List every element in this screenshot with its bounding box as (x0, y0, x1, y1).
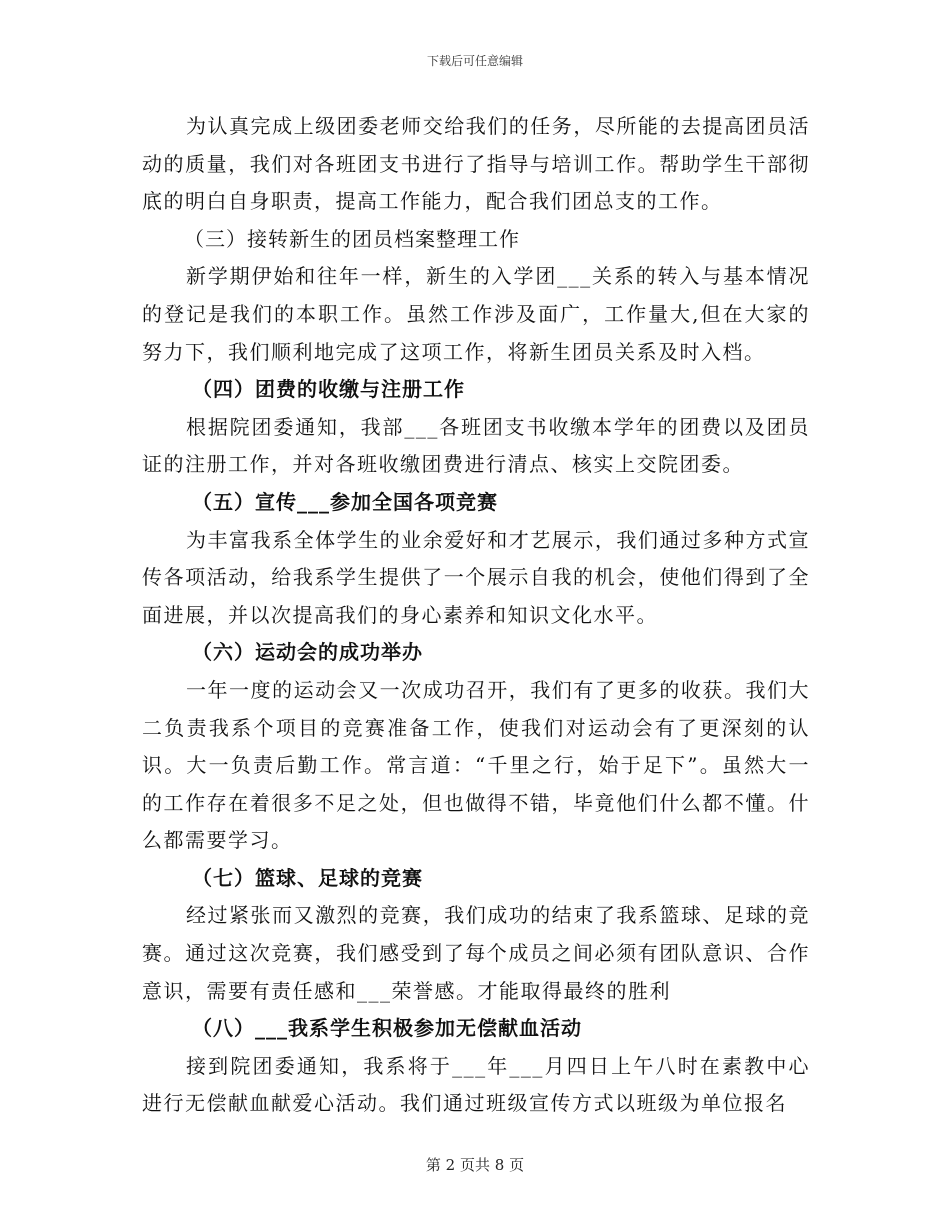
section-heading-5: （五）宣传___参加全国各项竞赛 (192, 489, 498, 514)
section-heading-3: （三）接转新生的团员档案整理工作 (184, 226, 520, 251)
section-heading-7: （七）篮球、足球的竞赛 (192, 865, 423, 890)
section-heading-4: （四）团费的收缴与注册工作 (192, 377, 465, 402)
paragraph-ball-games: 经过紧张而又激烈的竞赛，我们成功的结束了我系篮球、足球的竞赛。通过这次竞赛，我们感受到了每个成员之间必须有团队意识、合作意识，需要有责任感和___荣誉感。才能取得最终的胜利 (142, 903, 810, 1003)
paragraph-new-students: 新学期伊始和往年一样，新生的入学团___关系的转入与基本情况的登记是我们的本职工作。虽然工作涉及面广，工作量大,但在大家的努力下，我们顺利地完成了这项工作，将新生团员关系及时入档。 (142, 264, 810, 364)
paragraph-sports-meet: 一年一度的运动会又一次成功召开，我们有了更多的收获。我们大二负责我系个项目的竞赛准备工作，使我们对运动会有了更深刻的认识。大一负责后勤工作。常言道：“千里之行，始于足下”。虽然大一的工作存在着很多不足之处，但也做得不错，毕竟他们什么都不懂。什么都需要学习。 (142, 677, 810, 853)
section-heading-8: （八）___我系学生积极参加无偿献血活动 (192, 1016, 582, 1041)
document-body (142, 108, 810, 1123)
page-header: 下载后可任意编辑 (426, 54, 523, 68)
page-number: 第 2 页共 8 页 (425, 1156, 525, 1174)
paragraph-training: 为认真完成上级团委老师交给我们的任务，尽所能的去提高团员活动的质量，我们对各班团支书进行了指导与培训工作。帮助学生干部彻底的明白自身职责，提高工作能力，配合我们团总支的工作。 (142, 114, 810, 214)
paragraph-blood-donation: 接到院团委通知，我系将于___年___月四日上午八时在素教中心进行无偿献血献爱心活动。我们通过班级宣传方式以班级为单位报名 (142, 1053, 810, 1116)
paragraph-fees: 根据院团委通知，我部___各班团支书收缴本学年的团费以及团员证的注册工作，并对各班收缴团费进行清点、核实上交院团委。 (142, 414, 810, 477)
paragraph-publicity: 为丰富我系全体学生的业余爱好和才艺展示，我们通过多种方式宣传各项活动，给我系学生提供了一个展示自我的机会，使他们得到了全面进展，并以次提高我们的身心素养和知识文化水平。 (142, 527, 810, 627)
section-heading-6: （六）运动会的成功举办 (192, 640, 423, 665)
